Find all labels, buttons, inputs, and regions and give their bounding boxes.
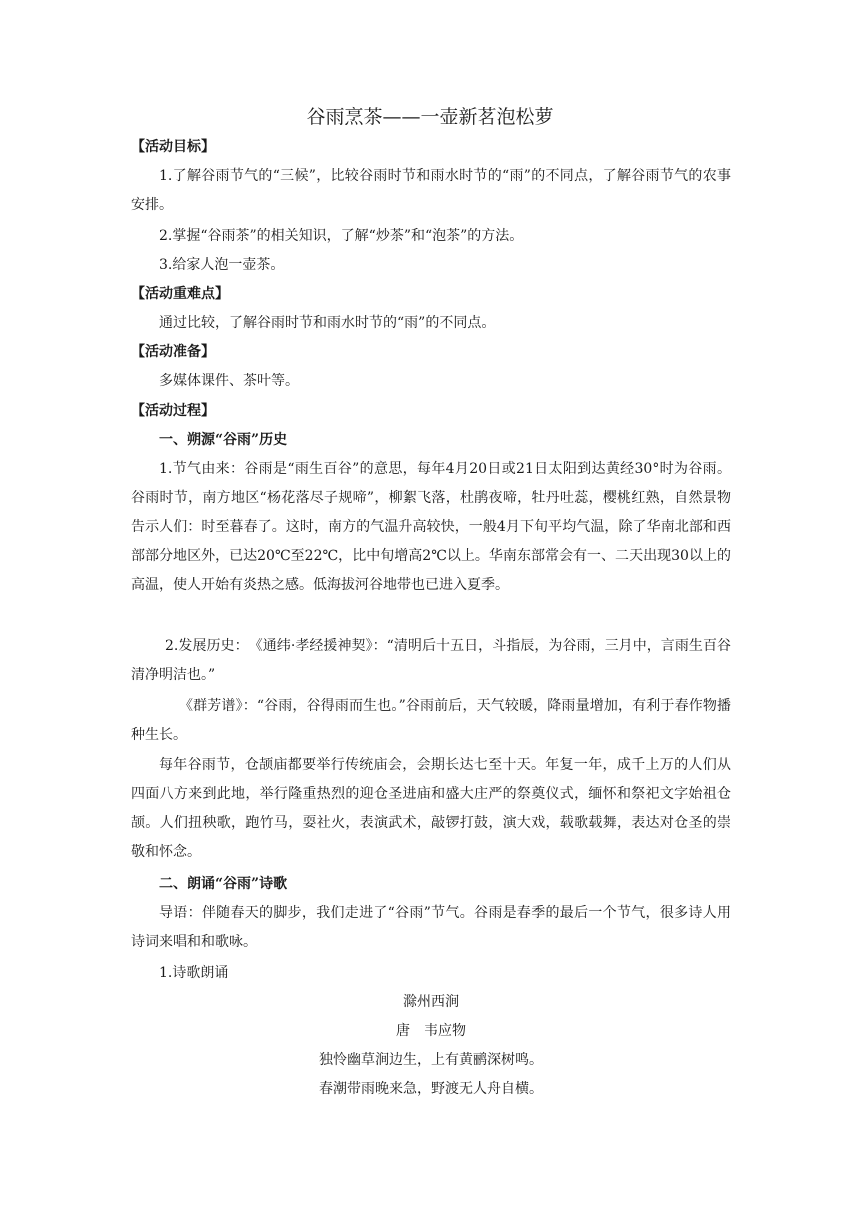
- section-1-origin-paragraph: 1.节气由来：谷雨是“雨生百谷”的意思，每年4月20日或21日太阳到达黄经30°时为谷雨。谷雨时节，南方地区“杨花落尽子规啼”，柳絮飞落，杜鹃夜啼，牡丹吐蕊，樱桃红熟，自然景物告示人们：时至暮春了。这时，南方的气温升高较快，一般4月下旬平均气温，除了华南北部和西部部分地区外，已达20℃至22℃，比中旬增高2℃以上。华南东部常会有一、二天出现30以上的高温，使人开始有炎热之感。低海拔河谷地带也已进入夏季。: [131, 461, 731, 593]
- section-1-qunfangpu-paragraph: 《群芳谱》：“谷雨，谷得雨而生也。”谷雨前后，天气较暖，降雨量增加，有利于春作物播种生长。: [131, 698, 731, 743]
- goal-item-1: 1.了解谷雨节气的“三候”，比较谷雨时节和雨水时节的“雨”的不同点，了解谷雨节气的农事安排。: [131, 168, 731, 213]
- poem-line-1: 独怜幽草涧边生，上有黄鹂深树鸣。: [319, 1052, 543, 1068]
- section-2-item-1: 1.诗歌朗诵: [159, 965, 229, 981]
- section-2-heading: 二、朗诵“谷雨”诗歌: [159, 876, 288, 892]
- goal-item-2: 2.掌握“谷雨茶”的相关知识，了解“炒茶”和“泡茶”的方法。: [159, 228, 524, 244]
- section-1-history-paragraph: 2.发展历史： 《通纬·孝经援神契》：“清明后十五日，斗指辰，为谷雨，三月中，言雨生百谷清净明洁也。”: [131, 638, 731, 683]
- section-1-temple-fair-paragraph: 每年谷雨节，仓颉庙都要举行传统庙会，会期长达七至十天。年复一年，成千上万的人们从四面八方来到此地，举行隆重热烈的迎仓圣进庙和盛大庄严的祭奠仪式，缅怀和祭祀文字始祖仓颉。人们扭秧歌，跑竹马，耍社火，表演武术，敲锣打鼓，演大戏，载歌载舞，表达对仓圣的崇敬和怀念。: [131, 757, 731, 860]
- poem-line-2: 春潮带雨晚来急，野渡无人舟自横。: [319, 1081, 543, 1097]
- key-points-heading: 【活动重难点】: [131, 286, 229, 302]
- goal-heading: 【活动目标】: [131, 139, 215, 155]
- poem-author: 唐 韦应物: [396, 1023, 466, 1039]
- goal-item-3: 3.给家人泡一壶茶。: [159, 257, 285, 273]
- preparation-heading: 【活动准备】: [131, 344, 215, 360]
- key-points-text: 通过比较，了解谷雨时节和雨水时节的“雨”的不同点。: [159, 315, 496, 331]
- poem-title: 滁州西涧: [403, 994, 459, 1010]
- section-2-intro: 导语：伴随春天的脚步，我们走进了“谷雨”节气。谷雨是春季的最后一个节气，很多诗人用诗词来唱和和歌咏。: [131, 905, 731, 950]
- section-1-heading: 一、朔源“谷雨”历史: [159, 432, 288, 448]
- process-heading: 【活动过程】: [131, 403, 215, 419]
- preparation-text: 多媒体课件、茶叶等。: [159, 373, 299, 389]
- document-title: 谷雨烹茶——一壶新茗泡松萝: [306, 106, 554, 128]
